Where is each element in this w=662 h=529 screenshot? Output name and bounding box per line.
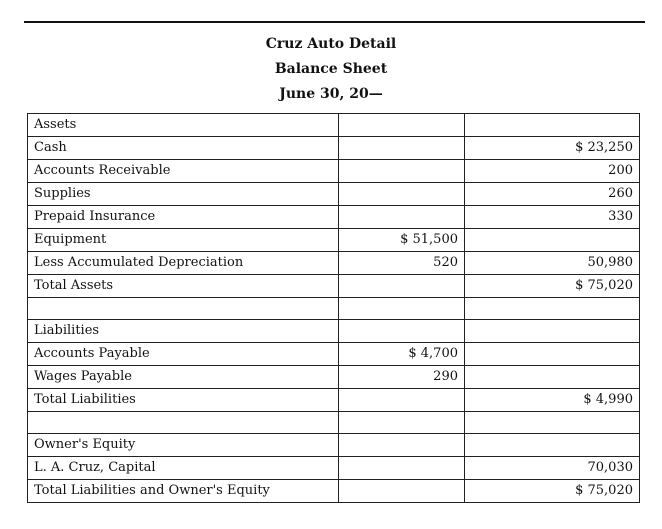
table-row	[28, 252, 640, 275]
row-label: Accounts Receivable	[28, 160, 339, 183]
row-label: Owner's Equity	[28, 434, 339, 457]
row-label: Total Liabilities	[28, 389, 339, 412]
inner-amount	[339, 457, 465, 480]
total-amount	[465, 114, 640, 137]
row-label: Supplies	[28, 183, 339, 206]
table-row	[28, 389, 640, 412]
company-name: Cruz Auto Detail	[265, 36, 397, 52]
row-label	[28, 412, 339, 434]
table-row	[28, 206, 640, 229]
row-label: Equipment	[28, 229, 339, 252]
total-amount: 330	[465, 206, 640, 229]
table-row	[28, 457, 640, 480]
inner-amount	[339, 412, 465, 434]
table-row	[28, 183, 640, 206]
table-row	[28, 137, 640, 160]
row-label: Liabilities	[28, 320, 339, 343]
table-row	[28, 480, 640, 503]
total-amount: 260	[465, 183, 640, 206]
inner-amount	[339, 137, 465, 160]
row-label: Cash	[28, 137, 339, 160]
table-row	[28, 160, 640, 183]
total-amount: 200	[465, 160, 640, 183]
row-label: L. A. Cruz, Capital	[28, 457, 339, 480]
table-row	[28, 229, 640, 252]
inner-amount: 520	[339, 252, 465, 275]
total-amount	[465, 298, 640, 320]
table-row	[28, 320, 640, 343]
row-label: Prepaid Insurance	[28, 206, 339, 229]
row-label: Assets	[28, 114, 339, 137]
inner-amount	[339, 434, 465, 457]
total-amount: 70,030	[465, 457, 640, 480]
total-amount: 50,980	[465, 252, 640, 275]
inner-amount	[339, 206, 465, 229]
inner-amount	[339, 183, 465, 206]
inner-amount	[339, 480, 465, 503]
table-row	[28, 366, 640, 389]
row-label: Total Assets	[28, 275, 339, 298]
row-label	[28, 298, 339, 320]
top-rule	[24, 21, 645, 23]
inner-amount: $ 4,700	[339, 343, 465, 366]
table-row	[28, 298, 640, 320]
table-row	[28, 114, 640, 137]
row-label: Less Accumulated Depreciation	[28, 252, 339, 275]
total-amount: $ 23,250	[465, 137, 640, 160]
table-row	[28, 434, 640, 457]
inner-amount	[339, 298, 465, 320]
total-amount	[465, 320, 640, 343]
inner-amount	[339, 320, 465, 343]
total-amount	[465, 343, 640, 366]
total-amount	[465, 412, 640, 434]
inner-amount: $ 51,500	[339, 229, 465, 252]
row-label: Accounts Payable	[28, 343, 339, 366]
total-amount: $ 75,020	[465, 275, 640, 298]
inner-amount	[339, 160, 465, 183]
statement-date: June 30, 20—	[279, 86, 383, 102]
inner-amount	[339, 114, 465, 137]
table-row	[28, 275, 640, 298]
inner-amount	[339, 275, 465, 298]
total-amount: $ 4,990	[465, 389, 640, 412]
statement-title: Balance Sheet	[274, 61, 388, 77]
table-row	[28, 412, 640, 434]
inner-amount: 290	[339, 366, 465, 389]
total-amount	[465, 434, 640, 457]
row-label: Wages Payable	[28, 366, 339, 389]
inner-amount	[339, 389, 465, 412]
total-amount: $ 75,020	[465, 480, 640, 503]
total-amount	[465, 229, 640, 252]
table-row	[28, 343, 640, 366]
balance-sheet-table	[27, 113, 640, 503]
row-label: Total Liabilities and Owner's Equity	[28, 480, 339, 503]
total-amount	[465, 366, 640, 389]
